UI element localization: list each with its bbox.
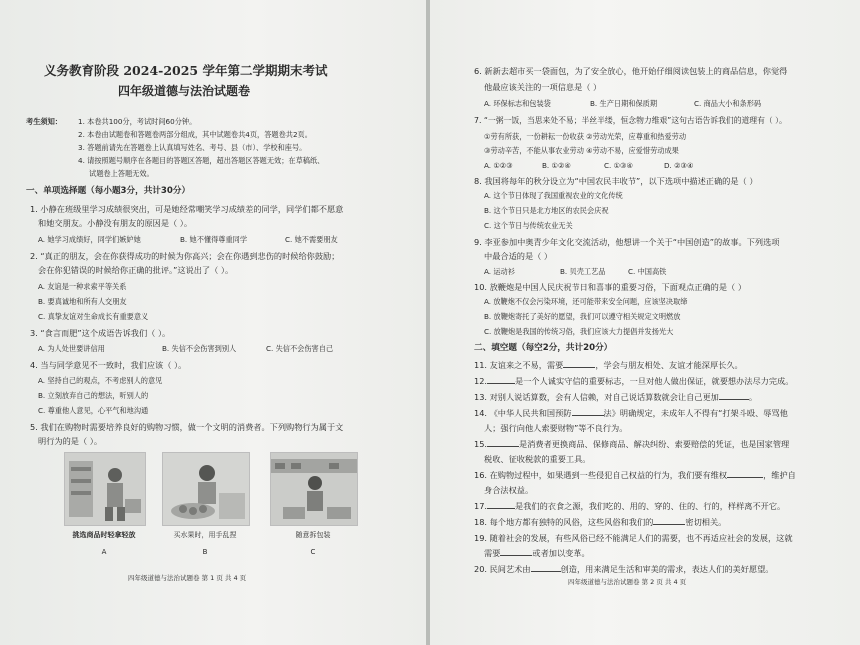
answer-blank[interactable]: [487, 383, 515, 384]
question-6: 6. 新新去超市买一袋面包，为了安全放心，他开始仔细阅读包装上的商品信息，你觉得: [474, 66, 788, 76]
question-7-items: ①劳有所获，一份耕耘一份收获 ②劳动光荣，应尊重和热爱劳动: [484, 132, 687, 141]
option-b: B. 放鞭炮寄托了美好的愿望，我们可以遵守相关规定文明燃放: [484, 312, 681, 321]
notice-label: 考生须知：: [26, 117, 62, 126]
exam-page-1: [0, 0, 426, 645]
question-2: 2. “真正的朋友，会在你获得成功的时候为你高兴；会在你遇到悲伤的时候给你鼓励；: [30, 251, 340, 261]
option-b: B. 立刻放弃自己的想法，听别人的: [38, 391, 149, 400]
exam-page-2: [430, 0, 860, 645]
answer-blank[interactable]: [531, 571, 561, 572]
option-b: B. 失信不会伤害到别人: [162, 344, 237, 353]
question-9: 9. 李亚参加中奥青少年文化交流活动，他想讲一个关于“中国创造”的故事。下列选项: [474, 237, 780, 247]
option-b: B. 生产日期和保质期: [590, 99, 658, 108]
question-19: 19. 随着社会的发展，有些风俗已经不能满足人们的需要，也不再适应社会的发展，这就: [474, 533, 793, 543]
answer-blank[interactable]: [572, 415, 604, 416]
option-a: A. 运动衫: [484, 267, 515, 276]
page-footer: 四年级道德与法治试题卷 第 2 页 共 4 页: [568, 578, 687, 586]
option-c: C. 中国高铁: [628, 267, 667, 276]
question-16-cont: 身合法权益。: [484, 485, 534, 495]
option-c: C. 这个节日与传统农业无关: [484, 221, 573, 230]
question-10: 10. 放鞭炮是中国人民庆祝节日和喜事的重要习俗，下面观点正确的是（ ）: [474, 282, 747, 292]
question-9-cont: 中最合适的是（ ）: [484, 251, 553, 261]
answer-blank[interactable]: [719, 399, 749, 400]
option-a: A. 这个节日体现了我国重视农业的文化传统: [484, 191, 623, 200]
option-b: B. 这个节日只是北方地区的农民会庆祝: [484, 206, 609, 215]
question-18: 18. 每个地方都有独特的风俗，这些风俗和我们的 密切相关。: [474, 517, 727, 527]
option-b: B. 贝壳工艺品: [560, 267, 606, 276]
option-d: D. ②③④: [664, 161, 694, 170]
picture-b-caption: 买水果时，用手乱捏: [173, 531, 237, 539]
option-c: C. 她不需要朋友: [285, 235, 338, 244]
option-a: A. 坚持自己的观点，不考虑别人的意见: [38, 376, 163, 385]
question-1: 1. 小静在班级里学习成绩很突出，可是她经常嘲笑学习成绩差的同学，同学们都不愿意: [30, 204, 344, 214]
question-1-cont: 和她交朋友。小静没有朋友的原因是（ ）。: [38, 218, 193, 228]
answer-blank[interactable]: [487, 446, 519, 447]
question-15-cont: 税收、征收税款的重要工具。: [484, 454, 591, 464]
question-13: 13. 对别人说话算数，会有人信赖，对自己说话算数就会让自己更加 。: [474, 392, 758, 402]
question-11: 11. 友谊来之不易，需要 ，学会与朋友相处、友谊才能深厚长久。: [474, 360, 743, 370]
option-c: C. 真挚友谊对生命成长有重要意义: [38, 312, 149, 321]
notice-line: 3. 答题前请先在答题卷上认真填写姓名、考号、县（市）、学校和座号。: [78, 143, 307, 152]
question-14-cont: 人；强行向他人索要财物”等不良行为。: [484, 423, 628, 433]
notice-line: 试题卷上答题无效。: [89, 169, 154, 178]
question-20: 20. 民间艺术由 创造，用来满足生活和审美的需求，表达人们的美好愿望。: [474, 564, 774, 574]
option-a: A. 她学习成绩好，同学们嫉妒她: [38, 235, 141, 244]
answer-blank[interactable]: [653, 524, 685, 525]
option-c: C. 放鞭炮是我国的传统习俗，我们应该大力提倡并发扬光大: [484, 327, 674, 336]
answer-blank[interactable]: [563, 367, 595, 368]
shopping-picture-b: [162, 452, 250, 526]
question-4: 4. 当与同学意见不一致时，我们应该（ ）。: [30, 360, 187, 370]
option-a: A. 为人处世要讲信用: [38, 344, 105, 353]
option-a: A. 环保标志和包装袋: [484, 99, 551, 108]
question-8: 8. 我国将每年的秋分设立为“中国农民丰收节”，以下选项中描述正确的是（ ）: [474, 176, 758, 186]
question-12: 12. 是一个人诚实守信的重要标志，一旦对他人做出保证，就要想办法尽力完成。: [474, 376, 794, 386]
option-c: C. ①③④: [604, 161, 633, 170]
answer-blank[interactable]: [487, 508, 515, 509]
question-14: 14. 《中华人民共和国预防 法》明确规定，未成年人不得有“打架斗殴、辱骂他: [474, 408, 788, 418]
shopping-picture-a: [64, 452, 146, 526]
option-c: C. 尊重他人意见，心平气和地沟通: [38, 406, 149, 415]
question-3: 3. “食言而肥”这个成语告诉我们（ ）。: [30, 328, 171, 338]
question-7: 7. “一粥一饭，当思来处不易；半丝半缕，恒念物力维艰”这句古语告诉我们的道理有（ ）。: [474, 116, 787, 125]
picture-c-caption: 随意拆包装: [295, 531, 331, 539]
question-5-cont: 明行为的是（ ）。: [38, 436, 103, 446]
notice-line: 2. 本卷由试题卷和答题卷两部分组成，其中试题卷共4页，答题卷共2页。: [78, 130, 312, 139]
option-b: B. 她不懂得尊重同学: [180, 235, 248, 244]
picture-a-letter: A: [101, 548, 107, 556]
answer-blank[interactable]: [500, 555, 532, 556]
notice-line: 1. 本卷共100分，考试时间60分钟。: [78, 117, 197, 126]
exam-title: 义务教育阶段 2024-2025 学年第二学期期末考试: [44, 63, 328, 78]
picture-a-caption: 挑选商品时轻拿轻放: [72, 531, 136, 539]
shopping-picture-c: [270, 452, 358, 526]
question-7-items: ③劳动辛苦，不能从事农业劳动 ④劳动不易，应爱惜劳动成果: [484, 146, 679, 155]
question-16: 16. 在购物过程中，如果遇到一些侵犯自己权益的行为，我们要有维权 ，维护自: [474, 470, 796, 480]
page-footer: 四年级道德与法治试题卷 第 1 页 共 4 页: [128, 574, 247, 582]
question-5: 5. 我们在购物时需要培养良好的购物习惯，做一个文明的消费者。下列购物行为属于文: [30, 422, 344, 432]
picture-c-letter: C: [310, 548, 316, 556]
answer-blank[interactable]: [727, 477, 763, 478]
question-15: 15. 是消费者更换商品、保修商品、解决纠纷、索要赔偿的凭证，也是国家管理: [474, 439, 790, 449]
section-heading-fill: 二、填空题（每空2分，共计20分）: [474, 343, 613, 353]
exam-subtitle: 四年级道德与法治试题卷: [118, 84, 251, 98]
section-heading-choice: 一、单项选择题（每小题3分，共计30分）: [26, 186, 191, 196]
option-a: A. 友谊是一种求索平等关系: [38, 282, 127, 291]
notice-line: 4. 请按照题号顺序在各题目的答题区答题，超出答题区答题无效；在草稿纸、: [78, 156, 325, 165]
option-b: B. ①②④: [542, 161, 571, 170]
question-6-cont: 他最应该关注的一项信息是（ ）: [484, 82, 602, 92]
question-2-cont: 会在你犯错误的时候给你正确的批评。”这说出了（ ）。: [38, 265, 234, 275]
option-c: C. 商品大小和条形码: [694, 99, 762, 108]
question-19-cont: 需要 或者加以变革。: [484, 548, 590, 558]
option-a: A. 放鞭炮不仅会污染环境，还可能带来安全问题，应该坚决取缔: [484, 297, 688, 306]
option-b: B. 要真诚地和所有人交朋友: [38, 297, 127, 306]
option-c: C. 失信不会伤害自己: [266, 344, 334, 353]
picture-b-letter: B: [202, 548, 208, 556]
question-17: 17. 是我们的衣食之源，我们吃的、用的、穿的、住的、行的，样样离不开它。: [474, 501, 786, 511]
option-a: A. ①②③: [484, 161, 513, 170]
